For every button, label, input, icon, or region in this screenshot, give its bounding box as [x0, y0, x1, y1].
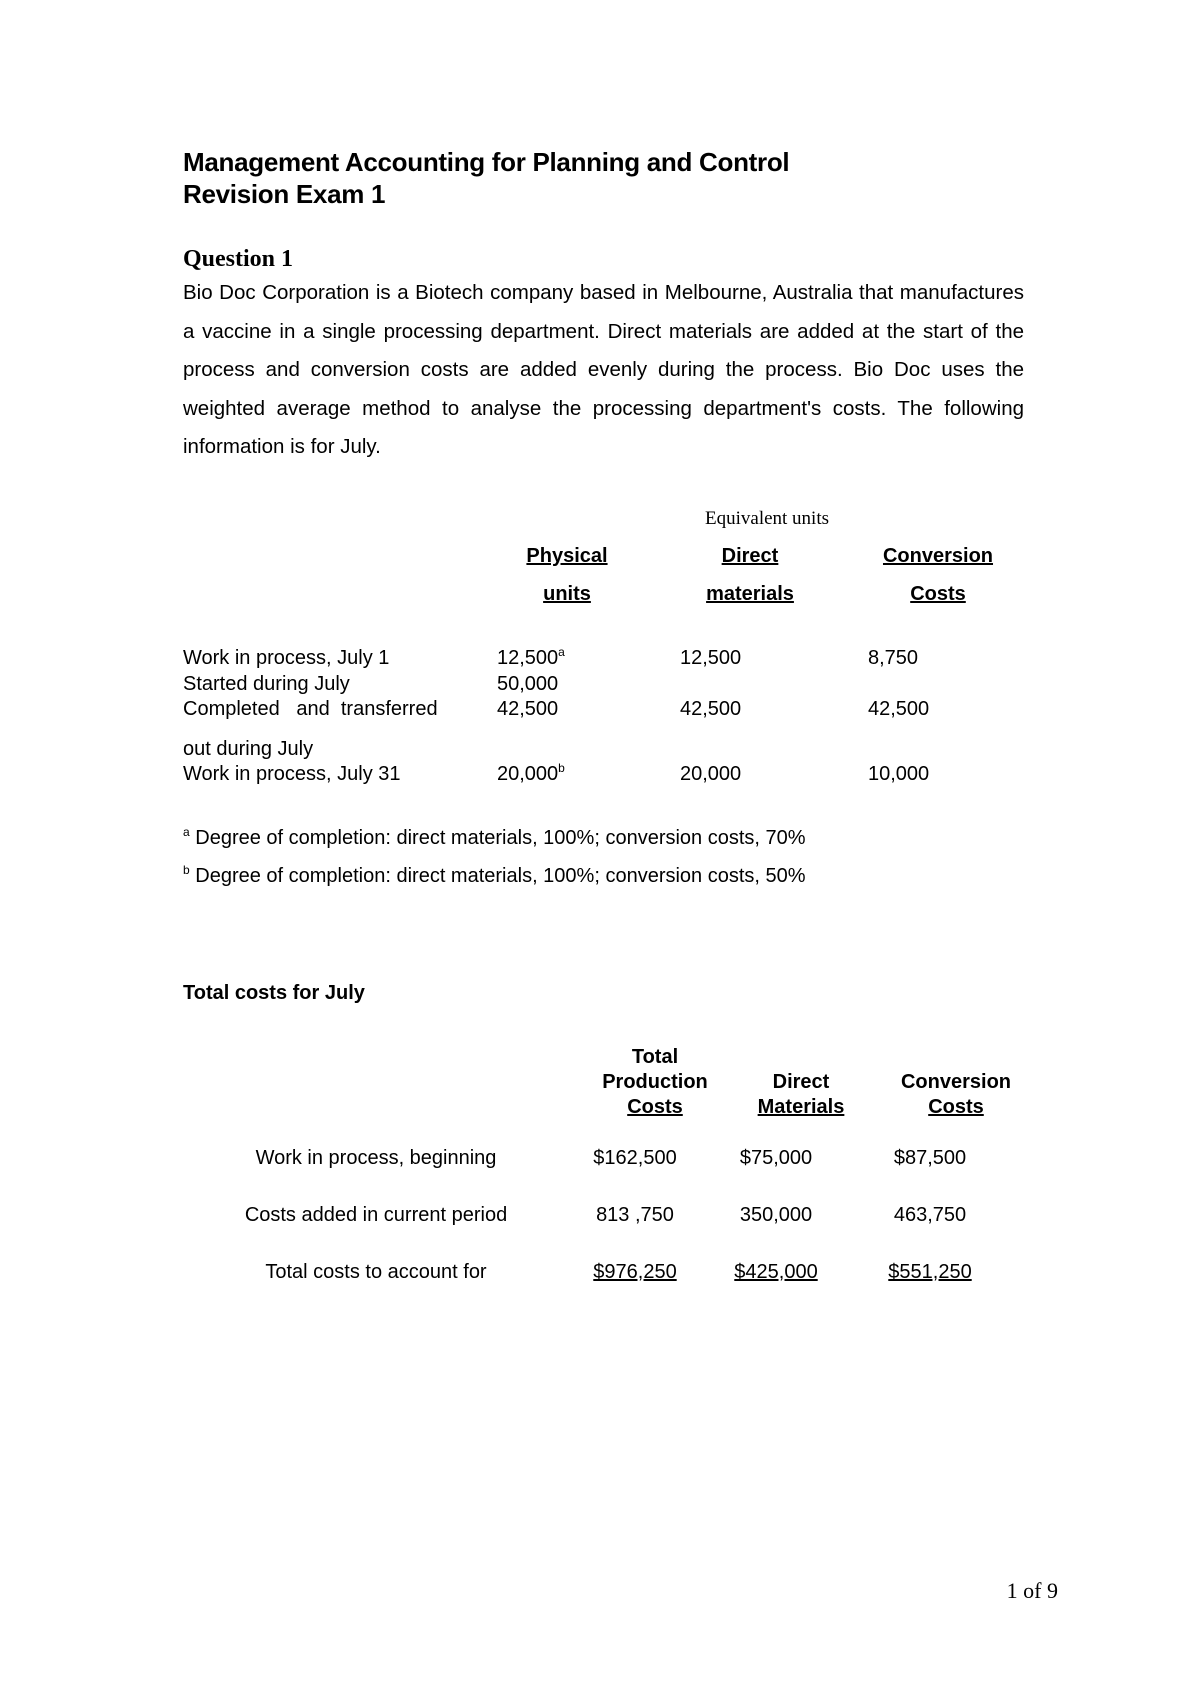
costs-cell-conversion: $551,250	[888, 1261, 972, 1283]
units-row-label: Completed and transferred	[183, 698, 438, 720]
col-header-direct-2: materials	[706, 583, 794, 605]
col-header-conversion-2: Costs	[910, 583, 966, 605]
costs-cell-conversion: 463,750	[893, 1204, 967, 1226]
footnote-a: $^a$ Degree of completion: direct materials, 100%; conversion costs, 70%	[183, 825, 806, 849]
units-cell-conversion: 8,750	[868, 647, 919, 669]
costs-heading: Total costs for July	[183, 982, 365, 1004]
equivalent-units-header: Equivalent units	[705, 508, 830, 529]
units-cell-physical: 12,500$^a$	[497, 645, 565, 669]
units-cell-physical: 50,000	[497, 673, 559, 695]
costs-cell-direct: 350,000	[739, 1204, 813, 1226]
page-number: 1 of 9	[1006, 1578, 1058, 1603]
question-heading: Question 1	[183, 246, 294, 272]
units-row-label: Started during July	[183, 673, 350, 695]
costs-row-label: Costs added in current period	[244, 1204, 508, 1226]
costs-row-label: Work in process, beginning	[255, 1147, 497, 1169]
col-header-total-production-costs: Total Production Costs	[602, 1046, 708, 1118]
costs-cell-conversion: $87,500	[893, 1147, 967, 1169]
col-header-physical-2: units	[543, 583, 591, 605]
costs-cell-direct: $425,000	[734, 1261, 818, 1283]
units-cell-direct: 20,000	[680, 763, 742, 785]
units-cell-conversion: 42,500	[868, 698, 930, 720]
units-cell-conversion: 10,000	[868, 763, 930, 785]
title-line-1: Management Accounting for Planning and Control	[183, 147, 790, 177]
costs-cell-total: $976,250	[593, 1261, 677, 1283]
col-header-direct-1: Direct	[721, 545, 779, 567]
costs-cell-total: 813 ,750	[596, 1204, 674, 1226]
col-header-physical-1: Physical	[526, 545, 608, 567]
col-header-direct-materials: Direct Materials	[757, 1071, 845, 1118]
units-row-label-continued: out during July	[183, 738, 314, 760]
col-header-conversion-1: Conversion	[882, 545, 994, 567]
units-cell-direct: 12,500	[680, 647, 742, 669]
col-header-conversion-costs: Conversion Costs	[900, 1071, 1012, 1118]
units-cell-direct: 42,500	[680, 698, 742, 720]
costs-row-label: Total costs to account for	[265, 1261, 487, 1283]
units-row-label: Work in process, July 1	[183, 647, 390, 669]
units-cell-physical: 42,500	[497, 698, 559, 720]
title-line-2: Revision Exam 1	[183, 179, 386, 209]
units-row-label: Work in process, July 31	[183, 763, 401, 785]
costs-cell-direct: $75,000	[739, 1147, 813, 1169]
footnote-b: $^b$ Degree of completion: direct materials, 100%; conversion costs, 50%	[183, 863, 806, 887]
document-title	[183, 146, 789, 210]
costs-cell-total: $162,500	[593, 1147, 677, 1169]
units-cell-physical: 20,000$^b$	[497, 761, 565, 785]
question-text: Bio Doc Corporation is a Biotech company based in Melbourne, Australia that manufactures a vaccine in a single processing department. Direct materials are added at the start of the process and conversion costs are added evenly during the process. Bio Doc uses the weighted average method to analyse the processing department's costs. The following information is for July.	[183, 281, 1024, 458]
